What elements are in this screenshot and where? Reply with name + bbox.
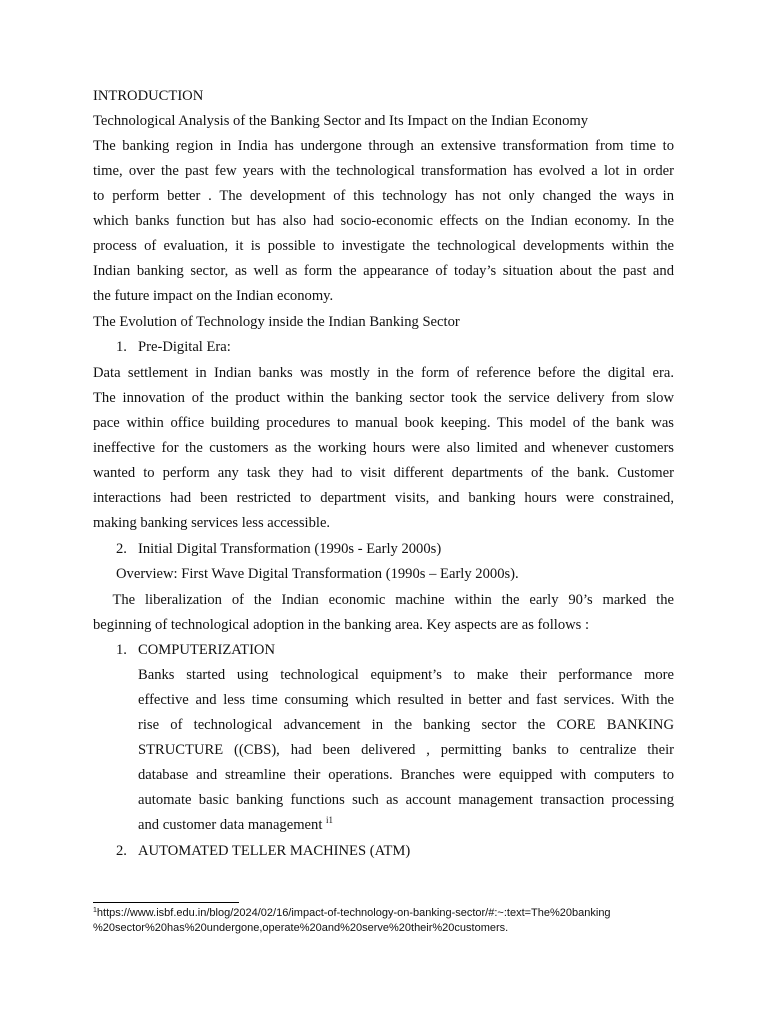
overview-line: Overview: First Wave Digital Transformation (1990s – Early 2000s). xyxy=(116,566,519,582)
list-number: 1. xyxy=(116,339,127,355)
footnote-line xyxy=(93,906,683,921)
list-item-label: Initial Digital Transformation (1990s - Early 2000s) xyxy=(138,541,442,557)
list-item-label: AUTOMATED TELLER MACHINES (ATM) xyxy=(138,843,411,859)
intro-line: The banking region in India has undergone through an extensive transformation from time to xyxy=(93,138,674,154)
predigital-line: wanted to perform any task they had to visit different departments of the bank. Customer xyxy=(93,465,674,481)
list-item-label: COMPUTERIZATION xyxy=(138,642,276,658)
computerization-line: automate basic banking functions such as account management transaction processing xyxy=(138,792,674,808)
intro-line: process of evaluation, it is possible to investigate the technological developments within the xyxy=(93,238,674,254)
footnote-reference: i1 xyxy=(326,815,334,825)
list-number: 1. xyxy=(116,642,127,658)
predigital-line: pace within office building procedures to manual book keeping. This model of the bank was xyxy=(93,415,674,431)
computerization-last-line xyxy=(138,816,674,834)
intro-line: to perform better . The development of this technology has not only changed the ways in xyxy=(93,188,674,204)
predigital-line: interactions had been restricted to department visits, and banking hours were constrained, xyxy=(93,490,674,506)
computerization-line: rise of technological advancement in the banking sector the CORE BANKING xyxy=(138,717,674,733)
intro-line: Indian banking sector, as well as form the appearance of today’s situation about the past and xyxy=(93,263,674,279)
list-number: 2. xyxy=(116,541,127,557)
computerization-line: and customer data management xyxy=(138,817,323,833)
list-number: 2. xyxy=(116,843,127,859)
computerization-line: effective and less time consuming which resulted in better and fast services. With the xyxy=(138,692,674,708)
footnote-marker: 1 xyxy=(93,907,97,914)
section-heading: INTRODUCTION xyxy=(93,88,204,104)
footnote-url: https://www.isbf.edu.in/blog/2024/02/16/impact-of-technology-on-banking-sector/#:~:text=The%20banking xyxy=(96,907,611,919)
footnote-url-continued: %20sector%20has%20undergone,operate%20and%20serve%20their%20customers. xyxy=(93,922,509,934)
intro-line: the future impact on the Indian economy. xyxy=(93,288,334,304)
predigital-line: The innovation of the product within the banking sector took the service delivery from slow xyxy=(93,390,674,406)
computerization-line: STRUCTURE ((CBS), had been delivered , permitting banks to centralize their xyxy=(138,742,674,758)
evolution-heading: The Evolution of Technology inside the Indian Banking Sector xyxy=(93,314,460,330)
computerization-line: database and streamline their operations. Branches were equipped with computers to xyxy=(138,767,674,783)
intro-line: which banks function but has also had socio-economic effects on the Indian economy. In the xyxy=(93,213,674,229)
footnote-separator xyxy=(93,902,239,903)
document-title: Technological Analysis of the Banking Sector and Its Impact on the Indian Economy xyxy=(93,113,589,129)
liberalization-line: beginning of technological adoption in the banking area. Key aspects are as follows : xyxy=(93,617,590,633)
computerization-line: Banks started using technological equipment’s to make their performance more xyxy=(138,667,674,683)
intro-line: time, over the past few years with the technological transformation has evolved a lot in order xyxy=(93,163,674,179)
predigital-line: Data settlement in Indian banks was mostly in the form of reference before the digital era. xyxy=(93,365,674,381)
predigital-line: making banking services less accessible. xyxy=(93,515,331,531)
list-item-label: Pre-Digital Era: xyxy=(138,339,231,355)
predigital-line: ineffective for the customers as the working hours were also limited and whenever customers xyxy=(93,440,674,456)
liberalization-line: The liberalization of the Indian economic machine within the early 90’s marked the xyxy=(93,592,674,608)
